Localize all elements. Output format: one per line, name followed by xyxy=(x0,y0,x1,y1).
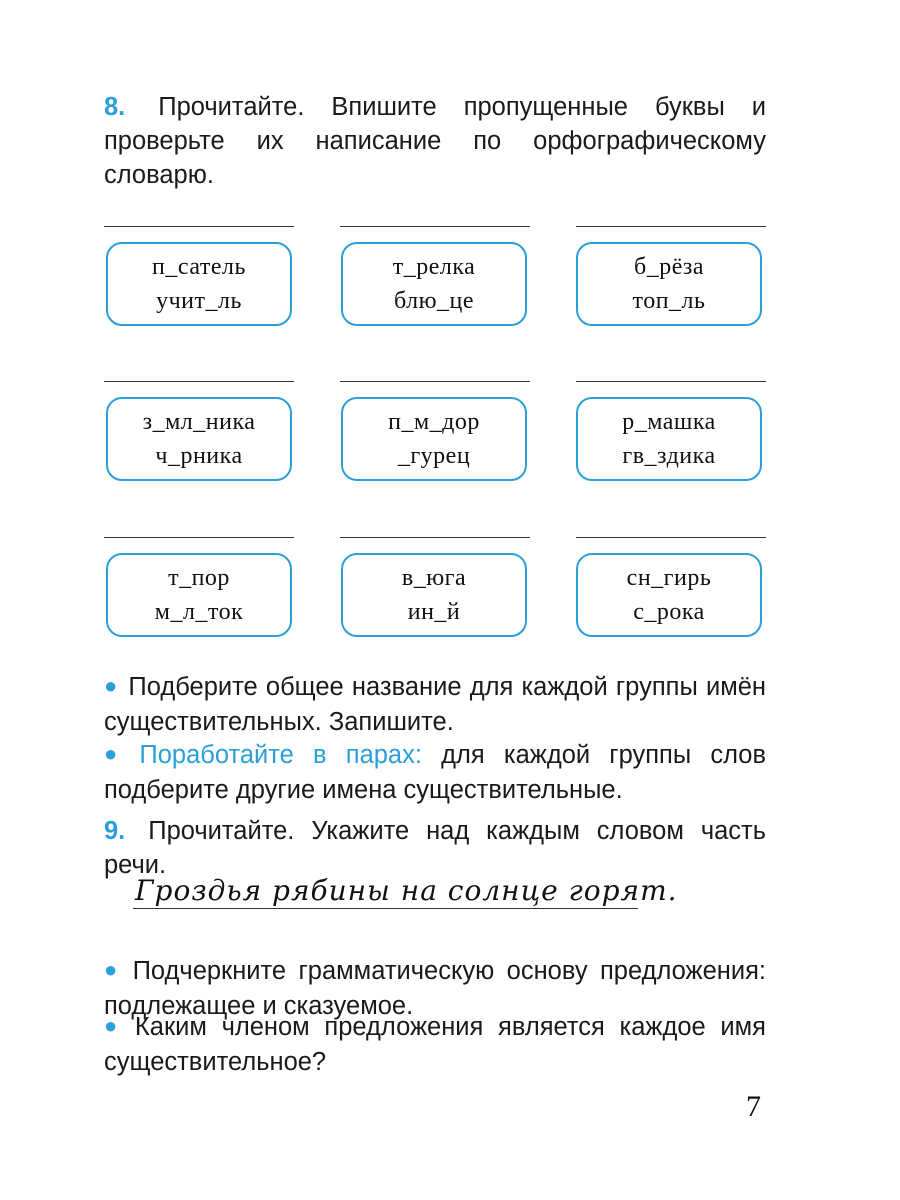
word: в_юга xyxy=(401,565,467,591)
word: _гурец xyxy=(397,443,471,469)
answer-line[interactable] xyxy=(104,537,294,538)
word-group-box xyxy=(106,242,292,326)
word: т_релка xyxy=(392,254,476,280)
task-8-text: Прочитайте. Впишите пропущенные буквы и проверьте их написание по орфографическому словарю. xyxy=(104,93,766,189)
word-group-box xyxy=(341,242,527,326)
word: т_пор xyxy=(168,565,230,591)
word: гв_здика xyxy=(622,443,716,469)
bullet-text: Подберите общее название для каждой группы имён существительных. Запишите. xyxy=(104,673,766,736)
word-group-box xyxy=(341,397,527,481)
task-8-bullet-2 xyxy=(104,738,766,807)
word: с_рока xyxy=(633,599,705,625)
word-group-box xyxy=(576,242,762,326)
bullet-text: Подчеркните грамматическую основу предложения: подлежащее и сказуемое. xyxy=(104,957,766,1020)
word-group-box xyxy=(341,553,527,637)
bullet-dot-icon: ● xyxy=(104,1013,125,1038)
task-8-number: 8. xyxy=(104,93,126,121)
answer-line[interactable] xyxy=(340,537,530,538)
word: п_сатель xyxy=(152,254,246,280)
word: сн_гирь xyxy=(626,565,712,591)
task-9-number: 9. xyxy=(104,817,126,845)
handwritten-text: Гроздья рябины на солнце горят. xyxy=(135,874,678,907)
page-number: 7 xyxy=(746,1090,761,1123)
writing-line xyxy=(133,908,638,909)
word: з_мл_ника xyxy=(142,409,256,435)
task-9-bullet-2 xyxy=(104,1010,766,1079)
word: учит_ль xyxy=(156,288,242,314)
word: п_м_дор xyxy=(388,409,480,435)
answer-line[interactable] xyxy=(576,226,766,227)
word-group-box xyxy=(106,397,292,481)
bullet-dot-icon: ● xyxy=(104,673,119,698)
answer-line[interactable] xyxy=(104,226,294,227)
word-group-box xyxy=(106,553,292,637)
task-8-bullet-1 xyxy=(104,670,766,739)
bullet-text: для каждой группы слов подберите другие имена существительные. xyxy=(104,741,766,804)
answer-line[interactable] xyxy=(576,381,766,382)
answer-line[interactable] xyxy=(104,381,294,382)
pair-work-label: Поработайте в парах: xyxy=(139,741,422,769)
word-group-box xyxy=(576,553,762,637)
word: блю_це xyxy=(393,288,474,314)
word: б_рёза xyxy=(634,254,704,280)
word: р_машка xyxy=(622,409,716,435)
answer-line[interactable] xyxy=(340,381,530,382)
task-9-text: Прочитайте. Укажите над каждым словом часть речи. xyxy=(104,817,767,879)
word: топ_ль xyxy=(632,288,706,314)
word: ч_рника xyxy=(155,443,243,469)
answer-line[interactable] xyxy=(576,537,766,538)
task-8-instruction xyxy=(104,90,766,192)
bullet-text: Каким членом предложения является каждое имя существительное? xyxy=(104,1013,766,1076)
handwritten-sentence xyxy=(135,872,678,922)
word-group-box xyxy=(576,397,762,481)
answer-line[interactable] xyxy=(340,226,530,227)
bullet-dot-icon: ● xyxy=(104,741,130,766)
word: ин_й xyxy=(407,599,461,625)
bullet-dot-icon: ● xyxy=(104,957,123,982)
word: м_л_ток xyxy=(154,599,244,625)
